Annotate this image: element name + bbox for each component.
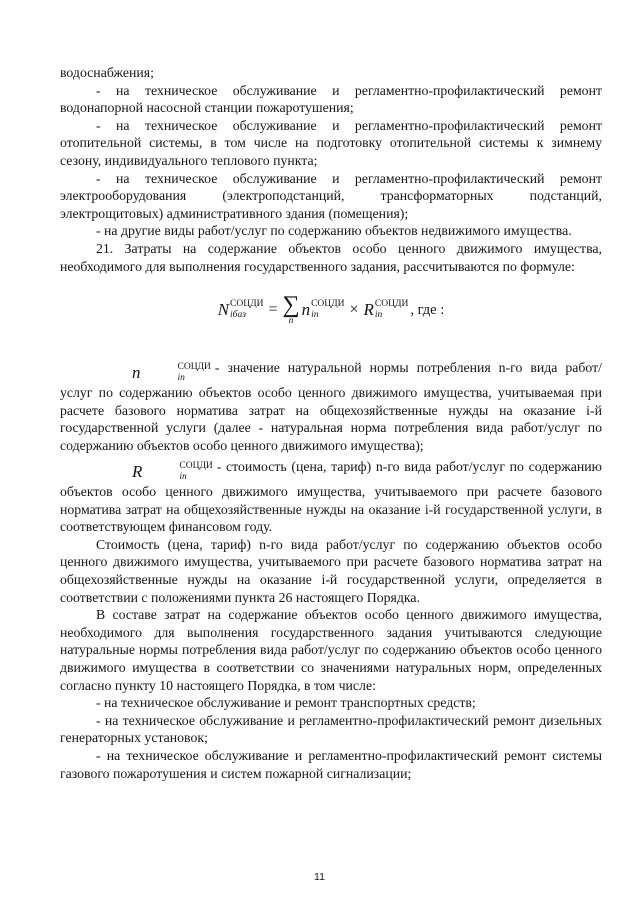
- formula-lhs-symbol: N: [217, 300, 230, 320]
- paragraph: В составе затрат на содержание объектов особо ценного движимого имущества, необходимого для выполнения государственного задания учитываются следующие натуральные нормы потребления вида работ/услуг по содержанию объектов особо ценного движимого имущества в соответствии со значениями натуральных норм, определенных согласно пункту 10 настоящего Порядка, в том числе:: [60, 607, 602, 693]
- def-n-text: - значение натуральной нормы потребления n-го вида работ/услуг по содержанию объектов особо ценного движимого имущества, учитываемая при расчете базового норматива затрат на общехозяйственные нужды на оказание i-й государственной услуги (далее - натуральная норма потребления вида работ/услуг по содержанию объектов особо ценного движимого имущества);: [60, 360, 602, 453]
- list-item: - на техническое обслуживание и регламентно-профилактический ремонт дизельных генераторных установок;: [60, 712, 602, 746]
- formula-term1-sup: СОЦДИ: [311, 299, 345, 310]
- def-n-sub: in: [177, 372, 185, 383]
- formula-term2-sup: СОЦДИ: [374, 299, 409, 310]
- def-r-text: - стоимость (цена, тариф) n-го вида работ/услуг по содержанию объектов особо ценного движимого имущества, учитываемого при расчете базового норматива затрат на общехозяйственные нужды на оказание i-й государственной услуги, в соответствующем финансовом году.: [60, 459, 602, 535]
- paragraph: 21. Затраты на содержание объектов особо ценного движимого имущества, необходимого для выполнения государственного задания, рассчитываются по формуле:: [60, 240, 602, 274]
- formula-lhs-sub: iбаз: [230, 310, 246, 321]
- definition-n: [60, 359, 602, 454]
- formula-tail: , где :: [410, 301, 445, 318]
- formula-lhs-sup: СОЦДИ: [230, 299, 264, 310]
- list-item: - на техническое обслуживание и ремонт транспортных средств;: [96, 695, 476, 711]
- formula-term1-sub: in: [311, 310, 319, 321]
- paragraph: - на другие виды работ/услуг по содержанию объектов недвижимого имущества.: [96, 223, 572, 239]
- list-item: - на техническое обслуживание и регламентно-профилактический ремонт системы газового пожаротушения и систем пожарной сигнализации;: [60, 748, 602, 781]
- def-n-sup: СОЦДИ: [177, 361, 211, 372]
- formula-times: ×: [349, 301, 359, 319]
- page-number: 11: [314, 871, 325, 883]
- def-r-symbol: R: [132, 462, 143, 482]
- definition-r: [60, 458, 602, 536]
- def-r-sub: in: [179, 472, 187, 483]
- formula-term2-sub: in: [374, 310, 383, 321]
- paragraph: Стоимость (цена, тариф) n-го вида работ/услуг по содержанию объектов особо ценного движимого имущества, учитываемого при расчете базового норматива затрат на общехозяйственные нужды на оказание i-й государственной услуги, определяется в соответствии с положениями пункта 26 настоящего Порядка.: [60, 536, 602, 605]
- formula: [60, 275, 602, 345]
- def-n-symbol: n: [132, 363, 141, 383]
- paragraph: - на техническое обслуживание и регламентно-профилактический ремонт электрооборудования (электроподстанций, трансформаторных подстанций, электрощитовых) административного здания (помещения);: [60, 170, 602, 221]
- formula-term1-symbol: n: [301, 300, 311, 320]
- formula-equals: =: [268, 301, 278, 319]
- document-page: [60, 64, 602, 782]
- paragraph: водоснабжения;: [60, 65, 154, 80]
- def-r-sup: СОЦДИ: [179, 461, 213, 472]
- paragraph: - на техническое обслуживание и регламентно-профилактический ремонт отопительной системы, в том числе на подготовку отопительной системы к зимнему сезону, индивидуального теплового пункта;: [60, 117, 602, 168]
- formula-sum-index: n: [288, 316, 294, 327]
- formula-sum-symbol: ∑: [282, 292, 300, 319]
- paragraph: - на техническое обслуживание и регламентно-профилактический ремонт водонапорной насосной станции пожаротушения;: [60, 82, 602, 116]
- formula-term2-symbol: R: [363, 300, 374, 320]
